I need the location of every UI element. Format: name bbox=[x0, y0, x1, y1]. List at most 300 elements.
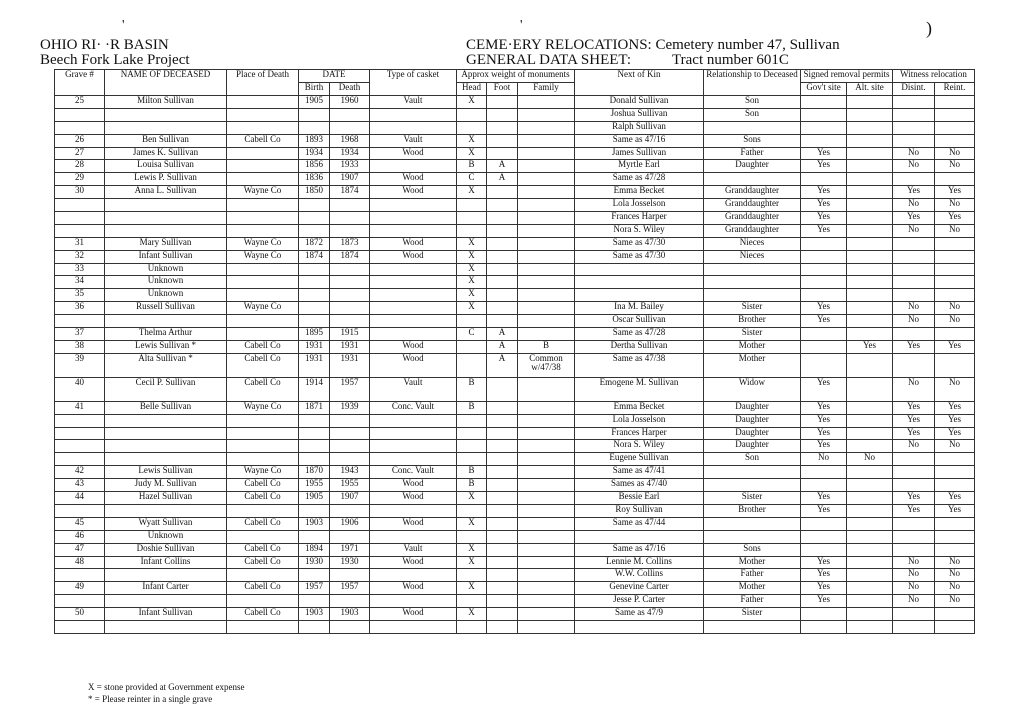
cell-family bbox=[518, 608, 575, 621]
cell-disint bbox=[893, 453, 935, 466]
cell-reint: Yes bbox=[935, 212, 975, 225]
cell-foot bbox=[487, 96, 518, 109]
cell-death: 1874 bbox=[330, 186, 370, 199]
cell-place: Wayne Co bbox=[227, 237, 299, 250]
cell-name: Wyatt Sullivan bbox=[105, 517, 227, 530]
cell-disint: No bbox=[893, 569, 935, 582]
cell-alt-site bbox=[847, 224, 893, 237]
cell-casket bbox=[370, 263, 457, 276]
stray-mark: ) bbox=[926, 18, 932, 38]
cell-head: X bbox=[457, 147, 487, 160]
cell-head: X bbox=[457, 543, 487, 556]
col-place: Place of Death bbox=[227, 70, 299, 96]
cell-relationship: Granddaughter bbox=[704, 186, 801, 199]
cell-kin bbox=[575, 620, 704, 633]
cell-govt-site: Yes bbox=[801, 186, 847, 199]
cell-reint: Yes bbox=[935, 414, 975, 427]
cell-reint: No bbox=[935, 582, 975, 595]
cell-birth: 1905 bbox=[299, 96, 330, 109]
cell-name bbox=[105, 414, 227, 427]
cell-govt-site bbox=[801, 134, 847, 147]
table-row bbox=[55, 569, 975, 582]
cell-kin: Ina M. Bailey bbox=[575, 302, 704, 315]
cell-casket: Vault bbox=[370, 543, 457, 556]
cell-head bbox=[457, 212, 487, 225]
cell-birth bbox=[299, 289, 330, 302]
cell-foot bbox=[487, 517, 518, 530]
cell-birth bbox=[299, 276, 330, 289]
cell-alt-site bbox=[847, 315, 893, 328]
cell-foot: A bbox=[487, 328, 518, 341]
cell-casket bbox=[370, 108, 457, 121]
cell-alt-site bbox=[847, 530, 893, 543]
col-weight: Approx weight of monuments bbox=[457, 70, 575, 83]
cell-death bbox=[330, 224, 370, 237]
cell-place bbox=[227, 276, 299, 289]
cell-birth: 1874 bbox=[299, 250, 330, 263]
table-row bbox=[55, 479, 975, 492]
cell-birth bbox=[299, 199, 330, 212]
cell-place bbox=[227, 315, 299, 328]
cell-relationship: Father bbox=[704, 147, 801, 160]
cell-foot bbox=[487, 276, 518, 289]
cell-birth bbox=[299, 453, 330, 466]
cell-casket: Wood bbox=[370, 608, 457, 621]
table-row bbox=[55, 96, 975, 109]
cell-head: X bbox=[457, 134, 487, 147]
cell-alt-site bbox=[847, 440, 893, 453]
cell-disint: Yes bbox=[893, 492, 935, 505]
cell-kin: Same as 47/16 bbox=[575, 134, 704, 147]
cell-death: 1955 bbox=[330, 479, 370, 492]
cell-casket: Vault bbox=[370, 377, 457, 401]
cell-reint bbox=[935, 250, 975, 263]
cell-casket: Vault bbox=[370, 96, 457, 109]
cell-reint: Yes bbox=[935, 401, 975, 414]
cell-disint: No bbox=[893, 595, 935, 608]
cell-reint: No bbox=[935, 302, 975, 315]
cell-head: C bbox=[457, 173, 487, 186]
table-row bbox=[55, 440, 975, 453]
cell-disint bbox=[893, 353, 935, 377]
cell-birth: 1856 bbox=[299, 160, 330, 173]
cell-name bbox=[105, 224, 227, 237]
cell-birth: 1872 bbox=[299, 237, 330, 250]
cell-relationship: Father bbox=[704, 595, 801, 608]
cell-relationship: Daughter bbox=[704, 414, 801, 427]
cell-kin: Emogene M. Sullivan bbox=[575, 377, 704, 401]
cell-foot bbox=[487, 401, 518, 414]
cell-govt-site: Yes bbox=[801, 160, 847, 173]
cell-disint: No bbox=[893, 315, 935, 328]
cell-name: Doshie Sullivan bbox=[105, 543, 227, 556]
cell-place bbox=[227, 263, 299, 276]
cell-grave: 26 bbox=[55, 134, 105, 147]
cell-kin: Frances Harper bbox=[575, 212, 704, 225]
cell-disint bbox=[893, 276, 935, 289]
cell-relationship: Father bbox=[704, 569, 801, 582]
cell-place bbox=[227, 147, 299, 160]
cell-birth bbox=[299, 263, 330, 276]
cell-grave: 43 bbox=[55, 479, 105, 492]
cell-family bbox=[518, 121, 575, 134]
cell-alt-site bbox=[847, 377, 893, 401]
cell-death bbox=[330, 199, 370, 212]
cell-grave bbox=[55, 427, 105, 440]
cell-head: B bbox=[457, 377, 487, 401]
cell-family bbox=[518, 595, 575, 608]
cell-name bbox=[105, 504, 227, 517]
cell-alt-site bbox=[847, 401, 893, 414]
cell-govt-site bbox=[801, 328, 847, 341]
cell-family bbox=[518, 479, 575, 492]
cell-name: James K. Sullivan bbox=[105, 147, 227, 160]
cell-place bbox=[227, 160, 299, 173]
cell-govt-site: Yes bbox=[801, 212, 847, 225]
cell-death: 1939 bbox=[330, 401, 370, 414]
cell-birth bbox=[299, 504, 330, 517]
table-row bbox=[55, 121, 975, 134]
cell-grave bbox=[55, 595, 105, 608]
cell-casket: Wood bbox=[370, 147, 457, 160]
cell-relationship: Son bbox=[704, 108, 801, 121]
cell-head: X bbox=[457, 492, 487, 505]
cell-govt-site bbox=[801, 517, 847, 530]
cell-disint bbox=[893, 620, 935, 633]
cell-casket bbox=[370, 595, 457, 608]
cell-reint bbox=[935, 134, 975, 147]
cell-govt-site bbox=[801, 96, 847, 109]
cell-casket bbox=[370, 212, 457, 225]
cell-reint: No bbox=[935, 199, 975, 212]
table-row bbox=[55, 427, 975, 440]
project-title: Beech Fork Lake Project bbox=[40, 52, 190, 68]
cell-relationship: Nieces bbox=[704, 237, 801, 250]
cell-kin: Sames as 47/40 bbox=[575, 479, 704, 492]
cell-casket: Wood bbox=[370, 517, 457, 530]
cell-disint bbox=[893, 96, 935, 109]
cell-disint: No bbox=[893, 302, 935, 315]
cell-reint bbox=[935, 289, 975, 302]
cell-family bbox=[518, 276, 575, 289]
cell-casket bbox=[370, 160, 457, 173]
cell-name: Anna L. Sullivan bbox=[105, 186, 227, 199]
cell-head: X bbox=[457, 582, 487, 595]
cell-casket: Vault bbox=[370, 134, 457, 147]
table-row bbox=[55, 530, 975, 543]
cell-grave: 48 bbox=[55, 556, 105, 569]
cell-name: Ben Sullivan bbox=[105, 134, 227, 147]
col-name: NAME OF DECEASED bbox=[105, 70, 227, 96]
cell-relationship: Sister bbox=[704, 608, 801, 621]
cell-foot bbox=[487, 620, 518, 633]
table-row bbox=[55, 173, 975, 186]
cell-alt-site bbox=[847, 108, 893, 121]
cell-grave: 39 bbox=[55, 353, 105, 377]
cell-family bbox=[518, 582, 575, 595]
table-row bbox=[55, 186, 975, 199]
cell-head: X bbox=[457, 556, 487, 569]
cell-family bbox=[518, 212, 575, 225]
cell-place bbox=[227, 108, 299, 121]
cell-reint bbox=[935, 466, 975, 479]
cell-head bbox=[457, 315, 487, 328]
cell-family bbox=[518, 414, 575, 427]
cell-head: X bbox=[457, 250, 487, 263]
cell-death: 1931 bbox=[330, 353, 370, 377]
cell-disint bbox=[893, 134, 935, 147]
cell-kin: Roy Sullivan bbox=[575, 504, 704, 517]
cell-head bbox=[457, 620, 487, 633]
cell-disint: No bbox=[893, 377, 935, 401]
cell-casket bbox=[370, 504, 457, 517]
cell-kin: Emma Becket bbox=[575, 401, 704, 414]
cell-reint bbox=[935, 608, 975, 621]
cell-disint: No bbox=[893, 160, 935, 173]
cell-family bbox=[518, 569, 575, 582]
cell-casket bbox=[370, 315, 457, 328]
cell-place: Wayne Co bbox=[227, 466, 299, 479]
cell-grave: 30 bbox=[55, 186, 105, 199]
cell-head: X bbox=[457, 276, 487, 289]
cell-death: 1934 bbox=[330, 147, 370, 160]
cell-place bbox=[227, 595, 299, 608]
cell-name: Judy M. Sullivan bbox=[105, 479, 227, 492]
cell-death bbox=[330, 530, 370, 543]
footnotes bbox=[88, 681, 245, 705]
tract-number: Tract number 601C bbox=[672, 52, 789, 68]
cell-head bbox=[457, 530, 487, 543]
cell-name: Lewis Sullivan bbox=[105, 466, 227, 479]
cell-relationship: Daughter bbox=[704, 440, 801, 453]
cell-foot bbox=[487, 453, 518, 466]
cell-casket: Wood bbox=[370, 492, 457, 505]
cell-head: X bbox=[457, 289, 487, 302]
col-foot: Foot bbox=[487, 83, 518, 96]
cell-alt-site bbox=[847, 427, 893, 440]
cell-grave: 35 bbox=[55, 289, 105, 302]
cell-head bbox=[457, 414, 487, 427]
cell-alt-site bbox=[847, 543, 893, 556]
cell-relationship: Son bbox=[704, 453, 801, 466]
cell-alt-site: Yes bbox=[847, 340, 893, 353]
cell-grave bbox=[55, 620, 105, 633]
cell-place: Cabell Co bbox=[227, 517, 299, 530]
cell-foot bbox=[487, 289, 518, 302]
cell-place: Cabell Co bbox=[227, 608, 299, 621]
cell-family: B bbox=[518, 340, 575, 353]
cell-place bbox=[227, 440, 299, 453]
cell-family bbox=[518, 237, 575, 250]
cell-head bbox=[457, 595, 487, 608]
cell-place: Cabell Co bbox=[227, 492, 299, 505]
cell-kin: Same as 47/44 bbox=[575, 517, 704, 530]
cell-head bbox=[457, 199, 487, 212]
cell-govt-site: Yes bbox=[801, 595, 847, 608]
cell-relationship: Sister bbox=[704, 492, 801, 505]
cell-family bbox=[518, 250, 575, 263]
cell-death: 1943 bbox=[330, 466, 370, 479]
cell-relationship: Granddaughter bbox=[704, 224, 801, 237]
cell-alt-site bbox=[847, 414, 893, 427]
cell-foot bbox=[487, 237, 518, 250]
cell-name: Unknown bbox=[105, 289, 227, 302]
cell-kin: Dertha Sullivan bbox=[575, 340, 704, 353]
table-row bbox=[55, 582, 975, 595]
cell-grave: 31 bbox=[55, 237, 105, 250]
cell-relationship: Sons bbox=[704, 543, 801, 556]
cell-birth: 1931 bbox=[299, 353, 330, 377]
table-row bbox=[55, 160, 975, 173]
cell-casket: Wood bbox=[370, 479, 457, 492]
cell-govt-site bbox=[801, 620, 847, 633]
col-head: Head bbox=[457, 83, 487, 96]
cell-relationship: Daughter bbox=[704, 160, 801, 173]
cell-govt-site: Yes bbox=[801, 315, 847, 328]
cell-family bbox=[518, 620, 575, 633]
cell-foot bbox=[487, 377, 518, 401]
table-row bbox=[55, 377, 975, 401]
cell-grave: 47 bbox=[55, 543, 105, 556]
cell-birth: 1893 bbox=[299, 134, 330, 147]
cell-relationship bbox=[704, 620, 801, 633]
cell-grave: 29 bbox=[55, 173, 105, 186]
table-row bbox=[55, 453, 975, 466]
cell-place: Wayne Co bbox=[227, 250, 299, 263]
cell-govt-site bbox=[801, 108, 847, 121]
col-kin: Next of Kin bbox=[575, 70, 704, 96]
cell-disint bbox=[893, 237, 935, 250]
cell-foot bbox=[487, 427, 518, 440]
cell-head bbox=[457, 440, 487, 453]
cell-foot bbox=[487, 504, 518, 517]
cell-family bbox=[518, 530, 575, 543]
cell-birth: 1934 bbox=[299, 147, 330, 160]
cell-place bbox=[227, 427, 299, 440]
table-row bbox=[55, 504, 975, 517]
cell-kin: Same as 47/9 bbox=[575, 608, 704, 621]
col-witness: Witness relocation bbox=[893, 70, 975, 83]
cell-casket: Wood bbox=[370, 340, 457, 353]
cell-reint bbox=[935, 121, 975, 134]
cell-casket: Conc. Vault bbox=[370, 401, 457, 414]
cell-grave: 41 bbox=[55, 401, 105, 414]
cell-death: 1960 bbox=[330, 96, 370, 109]
table-row bbox=[55, 340, 975, 353]
table-row bbox=[55, 289, 975, 302]
cell-place bbox=[227, 289, 299, 302]
cell-relationship: Daughter bbox=[704, 401, 801, 414]
footnote-government-stone: X = stone provided at Government expense bbox=[88, 682, 245, 692]
cell-alt-site bbox=[847, 237, 893, 250]
cell-kin: Same as 47/16 bbox=[575, 543, 704, 556]
cell-grave bbox=[55, 199, 105, 212]
cell-name bbox=[105, 427, 227, 440]
cell-casket: Wood bbox=[370, 353, 457, 377]
cell-name: Infant Sullivan bbox=[105, 608, 227, 621]
table-row bbox=[55, 517, 975, 530]
cell-kin: Frances Harper bbox=[575, 427, 704, 440]
table-row bbox=[55, 328, 975, 341]
cell-alt-site bbox=[847, 582, 893, 595]
cell-death bbox=[330, 595, 370, 608]
cell-grave: 34 bbox=[55, 276, 105, 289]
cell-grave bbox=[55, 414, 105, 427]
cell-birth: 1930 bbox=[299, 556, 330, 569]
cell-alt-site: No bbox=[847, 453, 893, 466]
cell-foot bbox=[487, 440, 518, 453]
cell-place bbox=[227, 173, 299, 186]
cell-head bbox=[457, 353, 487, 377]
cell-foot bbox=[487, 492, 518, 505]
cell-disint: No bbox=[893, 199, 935, 212]
cell-grave: 40 bbox=[55, 377, 105, 401]
cell-disint bbox=[893, 466, 935, 479]
cell-alt-site bbox=[847, 492, 893, 505]
cell-disint: Yes bbox=[893, 340, 935, 353]
cell-place bbox=[227, 453, 299, 466]
cell-alt-site bbox=[847, 353, 893, 377]
cell-place: Wayne Co bbox=[227, 186, 299, 199]
cell-kin: Same as 47/30 bbox=[575, 237, 704, 250]
cell-reint: No bbox=[935, 315, 975, 328]
table-row bbox=[55, 315, 975, 328]
cell-foot bbox=[487, 556, 518, 569]
cell-reint bbox=[935, 353, 975, 377]
cell-death bbox=[330, 620, 370, 633]
cell-place: Cabell Co bbox=[227, 479, 299, 492]
cell-foot bbox=[487, 186, 518, 199]
cell-family bbox=[518, 453, 575, 466]
cell-disint: Yes bbox=[893, 212, 935, 225]
cell-place bbox=[227, 530, 299, 543]
cell-death bbox=[330, 440, 370, 453]
cell-death: 1957 bbox=[330, 377, 370, 401]
cell-govt-site bbox=[801, 340, 847, 353]
cell-reint bbox=[935, 237, 975, 250]
cell-grave: 27 bbox=[55, 147, 105, 160]
cell-disint bbox=[893, 608, 935, 621]
col-alt-site: Alt. site bbox=[847, 83, 893, 96]
cell-disint: No bbox=[893, 556, 935, 569]
cell-birth: 1957 bbox=[299, 582, 330, 595]
cell-disint bbox=[893, 530, 935, 543]
cell-death: 1931 bbox=[330, 340, 370, 353]
cell-family bbox=[518, 427, 575, 440]
cell-family bbox=[518, 108, 575, 121]
cell-foot bbox=[487, 479, 518, 492]
cell-reint bbox=[935, 328, 975, 341]
cell-death: 1968 bbox=[330, 134, 370, 147]
cell-place bbox=[227, 328, 299, 341]
cell-name bbox=[105, 595, 227, 608]
cell-govt-site bbox=[801, 466, 847, 479]
cell-head bbox=[457, 108, 487, 121]
cell-govt-site bbox=[801, 530, 847, 543]
cell-casket: Wood bbox=[370, 250, 457, 263]
table-row bbox=[55, 401, 975, 414]
cell-head: X bbox=[457, 263, 487, 276]
cell-casket: Wood bbox=[370, 237, 457, 250]
footnote-single-grave: * = Please reinter in a single grave bbox=[88, 694, 213, 704]
cell-name: Unknown bbox=[105, 263, 227, 276]
cell-death: 1933 bbox=[330, 160, 370, 173]
cell-kin: Same as 47/30 bbox=[575, 250, 704, 263]
cell-reint: No bbox=[935, 160, 975, 173]
cell-head: X bbox=[457, 237, 487, 250]
cell-birth: 1931 bbox=[299, 340, 330, 353]
cell-death bbox=[330, 453, 370, 466]
